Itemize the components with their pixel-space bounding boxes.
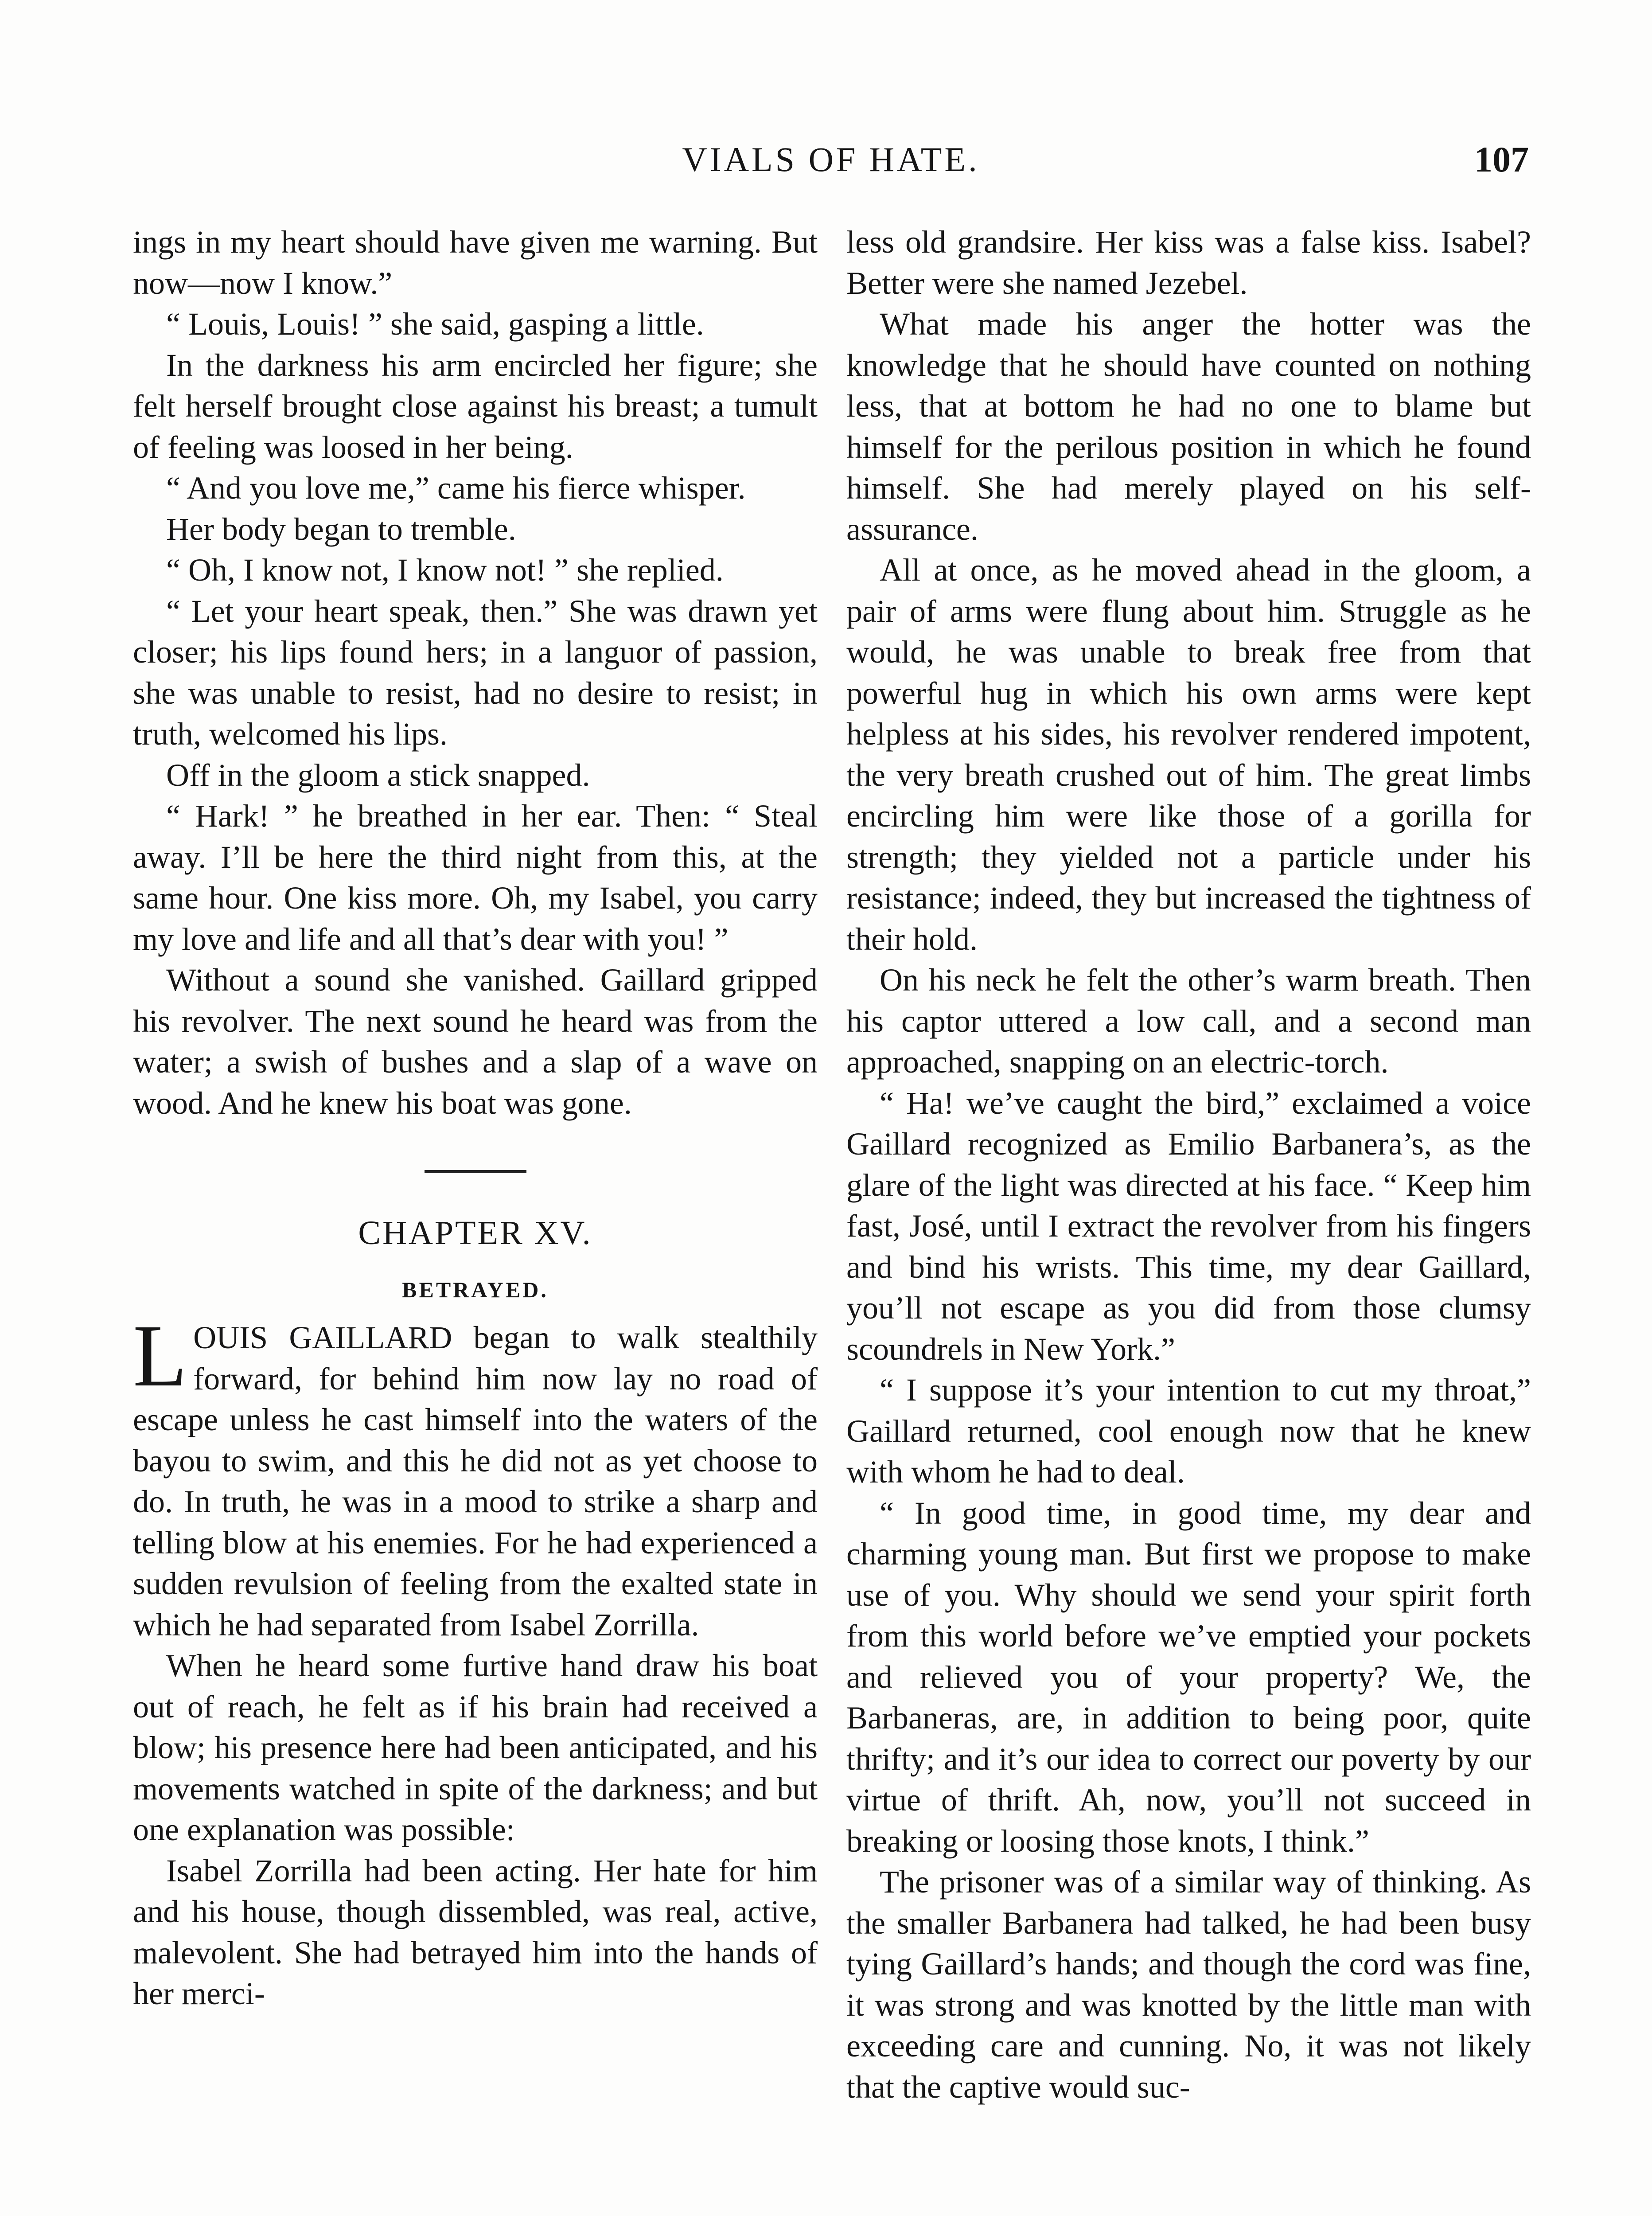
- paragraph: Without a sound she vanished. Gaillard gripped his revolver. The next sound he heard was from the water; a swish of bushes and a slap of a wave on wood. And he knew his boat was gone.: [133, 962, 818, 1121]
- paragraph: Isabel Zorrilla had been acting. Her hate for him and his house, though dissembled, was real, active, malevolent. She had betrayed him into the hands of her merci-: [133, 1853, 818, 2011]
- paragraph: On his neck he felt the other’s warm breath. Then his captor uttered a low call, and a second man approached, snapping on an electric-torch.: [846, 962, 1531, 1080]
- right-column: [846, 222, 1531, 2107]
- paragraph: “ Let your heart speak, then.” She was drawn yet closer; his lips found hers; in a languor of passion, she was unable to resist, had no desire to resist; in truth, welcomed his lips.: [133, 593, 818, 752]
- paragraph: “ And you love me,” came his fierce whisper.: [166, 470, 746, 506]
- paragraph: “ In good time, in good time, my dear and charming young man. But first we propose to make use of you. Why should we send your spirit forth from this world before we’ve emptied your pockets and relieved you of your property? We, the Barbaneras, are, in addition to being poor, quite thrifty; and it’s our idea to correct our poverty by our virtue of thrift. Ah, now, you’ll not succeed in breaking or loosing those knots, I think.”: [846, 1495, 1531, 1859]
- paragraph: “ Louis, Louis! ” she said, gasping a little.: [166, 306, 704, 342]
- left-column: [133, 222, 818, 2014]
- section-divider: [425, 1170, 526, 1173]
- paragraph: Off in the gloom a stick snapped.: [166, 757, 590, 793]
- paragraph: The prisoner was of a similar way of thinking. As the smaller Barbanera had talked, he had been busy tying Gaillard’s hands; and though the cord was fine, it was strong and was knotted by the little man with exceeding care and cunning. No, it was not likely that the captive would suc-: [846, 1864, 1531, 2105]
- drop-cap: L: [133, 1307, 187, 1405]
- running-title: VIALS OF HATE.: [682, 140, 980, 179]
- opening-text: OUIS GAILLARD began to walk stealthily forward, for behind him now lay no road of escape unless he cast himself into the waters of the bayou to swim, and this he did not as yet choose to do. In truth, he was in a mood to strike a sharp and telling blow at his enemies. For he had experienced a sudden revulsion of feeling from the exalted state in which he had separated from Isabel Zorrilla.: [133, 1320, 818, 1642]
- paragraph: less old grandsire. Her kiss was a false kiss. Isabel? Better were she named Jezebel.: [846, 224, 1531, 301]
- paragraph: “ Oh, I know not, I know not! ” she replied.: [166, 552, 724, 588]
- paragraph: All at once, as he moved ahead in the gloom, a pair of arms were flung about him. Struggle as he would, he was unable to break free from that powerful hug in which his own arms were kept helpless at his sides, his revolver rendered impotent, the very breath crushed out of him. The great limbs encircling him were like those of a gorilla for strength; they yielded not a particle under his resistance; indeed, they but increased the tightness of their hold.: [846, 552, 1531, 957]
- paragraph: Her body began to tremble.: [166, 511, 516, 547]
- paragraph: “ Ha! we’ve caught the bird,” exclaimed a voice Gaillard recognized as Emilio Barbanera’s, as the glare of the light was directed at his face. “ Keep him fast, José, until I extract the revolver from his fingers and bind his wrists. This time, my dear Gaillard, you’ll not escape as you did from those clumsy scoundrels in New York.”: [846, 1085, 1531, 1367]
- paragraph: “ I suppose it’s your intention to cut my throat,” Gaillard returned, cool enough now that he knew with whom he had to deal.: [846, 1372, 1531, 1490]
- paragraph: When he heard some furtive hand draw his boat out of reach, he felt as if his brain had received a blow; his presence here had been anticipated, and his movements watched in spite of the darkness; and but one explanation was possible:: [133, 1648, 818, 1847]
- chapter-subtitle: BETRAYED.: [402, 1277, 549, 1302]
- chapter-opening-paragraph: [133, 1307, 818, 1645]
- page-number: 107: [1474, 139, 1529, 179]
- paragraph: In the darkness his arm encircled her figure; she felt herself brought close against his breast; a tumult of feeling was loosed in her being.: [133, 347, 818, 465]
- paragraph: “ Hark! ” he breathed in her ear. Then: “ Steal away. I’ll be here the third night from this, at the same hour. One kiss more. Oh, my Isabel, you carry my love and life and all that’s dear with you! ”: [133, 798, 818, 957]
- paragraph: What made his anger the hotter was the knowledge that he should have counted on nothing less, that at bottom he had no one to blame but himself for the perilous position in which he found himself. She had merely played on his self-assurance.: [846, 306, 1531, 547]
- page-header: [133, 133, 1529, 186]
- paragraph: ings in my heart should have given me warning. But now—now I know.”: [133, 224, 818, 301]
- chapter-title: CHAPTER XV.: [358, 1214, 592, 1252]
